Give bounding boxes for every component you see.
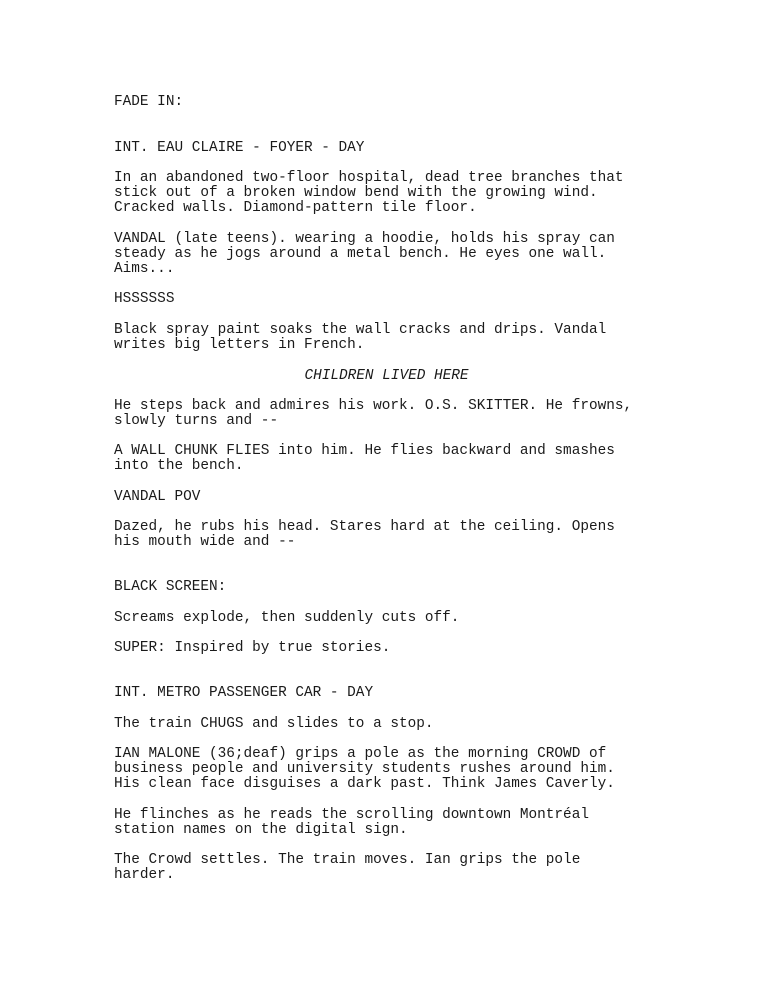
super-text: SUPER: Inspired by true stories.: [114, 640, 391, 656]
transition-black-screen: BLACK SCREEN:: [114, 579, 227, 595]
action-paragraph: Screams explode, then suddenly cuts off.: [114, 610, 460, 626]
action-paragraph: The Crowd settles. The train moves. Ian grips the pole harder.: [114, 852, 581, 883]
shot-pov: VANDAL POV: [114, 489, 201, 505]
action-paragraph: He flinches as he reads the scrolling downtown Montréal station names on the digital sign.: [114, 807, 589, 838]
action-paragraph: The train CHUGS and slides to a stop.: [114, 716, 434, 732]
action-paragraph: A WALL CHUNK FLIES into him. He flies backward and smashes into the bench.: [114, 443, 615, 474]
action-paragraph: He steps back and admires his work. O.S. SKITTER. He frowns, slowly turns and --: [114, 398, 633, 429]
action-paragraph: IAN MALONE (36;deaf) grips a pole as the morning CROWD of business people and university students rushes around him. His clean face disguises a dark past. Think James Caverly.: [114, 746, 615, 792]
action-paragraph: VANDAL (late teens). wearing a hoodie, holds his spray can steady as he jogs around a metal bench. He eyes one wall. Aims...: [114, 231, 615, 277]
scene-heading: INT. METRO PASSENGER CAR - DAY: [114, 685, 374, 701]
action-paragraph: In an abandoned two-floor hospital, dead tree branches that stick out of a broken window bend with the growing wind. Cracked walls. Diamond-pattern tile floor.: [114, 170, 624, 216]
action-paragraph: Dazed, he rubs his head. Stares hard at the ceiling. Opens his mouth wide and --: [114, 519, 615, 550]
scene-heading: INT. EAU CLAIRE - FOYER - DAY: [114, 140, 365, 156]
action-paragraph: Black spray paint soaks the wall cracks and drips. Vandal writes big letters in French.: [114, 322, 607, 353]
insert-text: CHILDREN LIVED HERE: [304, 368, 469, 384]
sound-effect: HSSSSSS: [114, 291, 175, 307]
transition-fade-in: FADE IN:: [114, 94, 184, 110]
